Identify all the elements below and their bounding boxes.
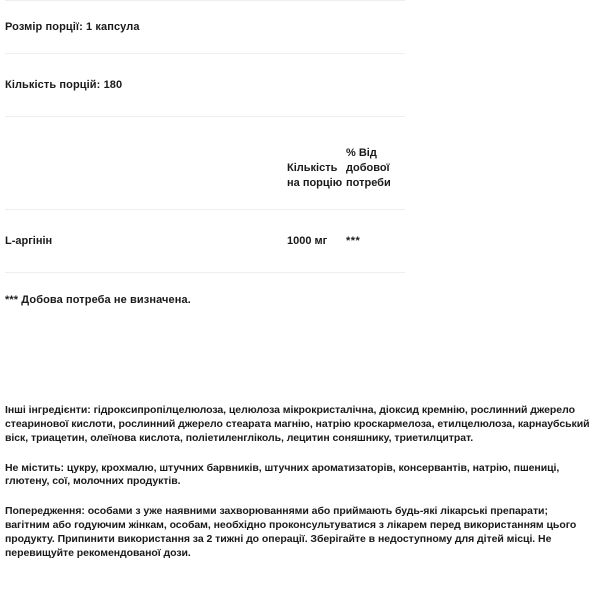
nutrient-daily-value: *** [346,234,361,247]
servings-per-container-row [0,54,410,116]
warning-text: Попередження: особами з уже наявними захворюваннями або приймають будь-які лікарські препарати; вагітним або годуючим жінкам, особам, необхідно проконсультуватися з лікарем перед використанням цього продукту. Припинити використання за 2 тижні до операції. Зберігайте в недоступному для дітей місці. Не перевищуйте рекомендованої дози. [5,505,577,559]
column-header-dv-line2: добової [346,162,390,175]
column-header-dv-line1: % Від [346,147,377,160]
other-ingredients-text: Інші інгредієнти: гідроксипропілцелюлоза, целюлоза мікрокристалічна, діоксид кремнію, рослинний джерело стеаринової кислоти, рослинний джерело стеарата магнію, натрію кроскармелоза, етилцелюлоза, карнаубський віск, триацетин, олеїнова кислота, поліетиленгліколь, лецитин соняшнику, триетилцитрат. [5,404,590,444]
column-header-amount-per-serving [287,161,346,191]
table-header-row [0,117,410,209]
supplement-facts-table [0,0,410,328]
column-header-amount-line2: на порцію [287,177,343,190]
disclosure-paragraphs [5,404,593,561]
column-header-percent-daily-value [346,146,391,191]
daily-value-footnote: *** Добова потреба не визначена. [5,294,191,307]
servings-per-container-label: Кількість порцій: 180 [5,78,123,91]
column-header-dv-line3: потреби [346,177,391,190]
serving-size-label: Розмір порції: 1 капсула [5,20,140,33]
nutrient-amount: 1000 мг [287,234,328,247]
nutrient-name: L-аргінін [5,235,53,247]
table-row [0,210,410,272]
serving-size-row [0,1,410,53]
free-from-text: Не містить: цукру, крохмалю, штучних барвників, штучних ароматизаторів, консервантів, натрію, пшениці, глютену, сої, молочних продуктів. [5,461,560,488]
column-header-amount-line1: Кількість [287,162,338,175]
footnote-row [0,273,410,328]
